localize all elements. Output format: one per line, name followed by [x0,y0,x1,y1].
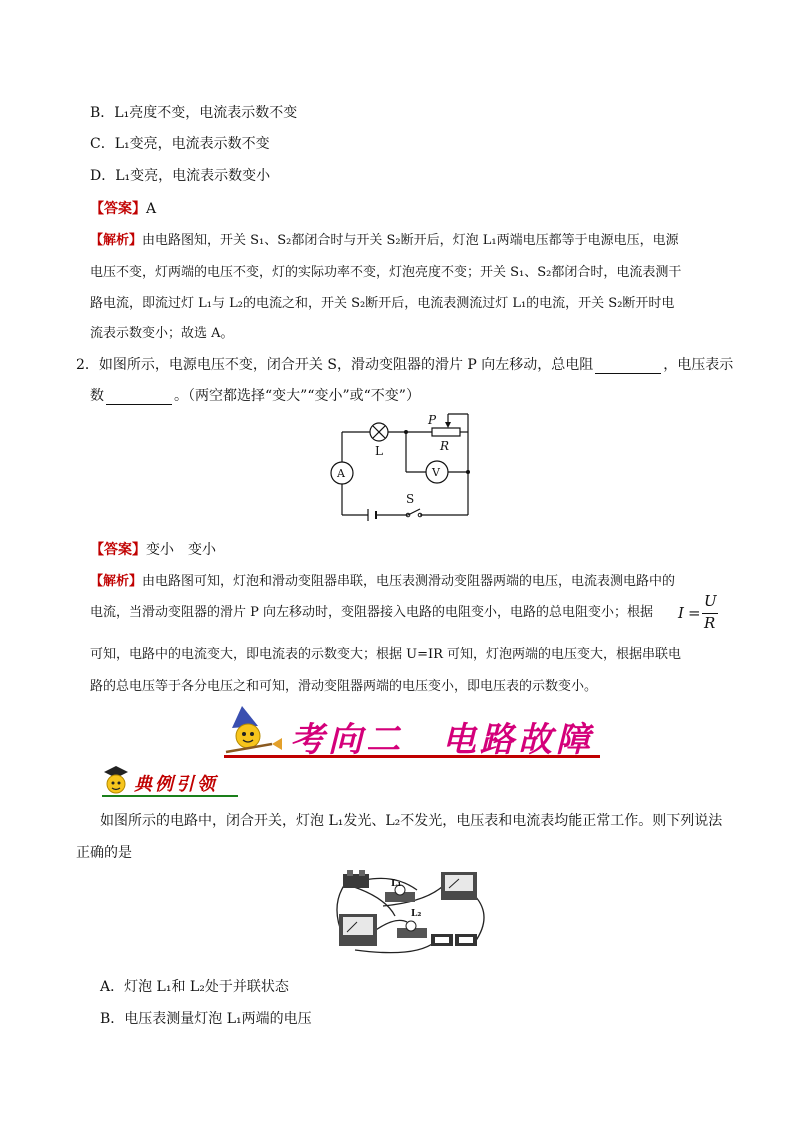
q1-option-b: B．L₁亮度不变，电流表示数不变 [90,105,298,121]
label-p: P [428,413,437,427]
analysis-label: 【解析】 [90,574,143,589]
q2-analysis-line-1 [90,570,675,589]
stem-text: 2．如图所示，电源电压不变，闭合开关 S，滑动变阻器的滑片 P 向左移动，总电阻 [76,357,594,373]
label-v: V [432,466,440,479]
formula-i: I [678,604,684,622]
photo-label-l2: L₂ [411,909,422,919]
circuit-photo [325,866,495,958]
circuit-diagram [320,410,480,525]
label-r: R [440,439,450,453]
stem-text: ，电压表示 [663,357,734,373]
analysis-text: 由电路图知，开关 S₁、S₂都闭合时与开关 S₂断开后，灯泡 L₁两端电压都等于电源电压，电源 [142,233,679,248]
label-l: L [375,444,383,458]
q2-stem-line-2 [90,385,420,405]
q3-stem-line-1: 如图所示的电路中，闭合开关，灯泡 L₁发光、L₂不发光，电压表和电流表均能正常工作。则下列说法 [100,813,723,829]
stem-text: 数 [90,388,104,404]
answer-label: 【答案】 [90,542,146,558]
junction-node [466,470,470,474]
junction-node [404,430,408,434]
answer-label: 【答案】 [90,201,146,217]
formula-numerator: U [704,592,717,610]
scholar-icon [100,764,132,798]
photo-label-l1: L₁ [391,879,402,889]
formula-ohm [678,594,724,634]
q2-stem-line-1 [76,354,733,374]
battery-pack [431,934,477,946]
q3-stem-line-2: 正确的是 [76,845,132,861]
q3-option-b: B．电压表测量灯泡 L₁两端的电压 [100,1011,312,1027]
analysis-text: 由电路图可知，灯泡和滑动变阻器串联，电压表测滑动变阻器两端的电压，电流表测电路中的 [142,574,676,589]
answer-value: A [146,201,157,217]
q1-analysis-line-3: 路电流，即流过灯 L₁与 L₂的电流之和，开关 S₂断开后，电流表测流过灯 L₁的电流，开关 S₂断开时电 [90,296,675,311]
section-banner [222,700,602,760]
example-heading [100,764,250,800]
q2-analysis-line-2: 电流，当滑动变阻器的滑片 P 向左移动时，变阻器接入电路的电阻变小，电路的总电阻变小；根据 [90,605,654,620]
formula-eq: = [688,604,701,622]
q1-option-c: C．L₁变亮，电流表示数不变 [90,136,270,152]
ammeter-device [441,872,477,900]
q1-analysis-line-2: 电压不变，灯两端的电压不变，灯的实际功率不变，灯泡亮度不变；开关 S₁、S₂都闭合时，电流表测干 [90,265,682,280]
label-s: S [406,492,415,506]
answer-value: 变小 变小 [146,542,216,558]
q2-answer [90,539,216,559]
stem-text: 。（两空都选择“变大”“变小”或“不变”） [174,388,420,404]
switch-device [343,870,369,888]
formula-denominator: R [704,614,716,632]
example-title: 典例引领 [134,774,218,795]
q1-answer [90,198,156,218]
wizard-mascot-icon [222,702,284,758]
q3-option-a: A．灯泡 L₁和 L₂处于并联状态 [100,979,289,995]
q2-analysis-line-3: 可知，电路中的电流变大，即电流表的示数变大；根据 U=IR 可知，灯泡两端的电压变大，根据串联电 [90,647,682,662]
label-a: A [337,467,345,480]
q1-option-d: D．L₁变亮，电流表示数变小 [90,168,271,184]
q1-analysis-line-1 [90,229,679,248]
q2-analysis-line-4: 路的总电压等于各分电压之和可知，滑动变阻器两端的电压变小，即电压表的示数变小。 [90,679,598,694]
answer-blank-1[interactable] [595,359,661,374]
example-underline [102,795,238,797]
voltmeter-device [339,914,377,946]
q1-analysis-line-4: 流表示数变小；故选 A。 [90,326,234,341]
answer-blank-2[interactable] [106,390,172,405]
slider-arrow-icon [445,422,451,428]
lamp-l2 [397,921,427,938]
analysis-label: 【解析】 [90,233,143,248]
section-title: 考向二 电路故障 [290,720,594,760]
